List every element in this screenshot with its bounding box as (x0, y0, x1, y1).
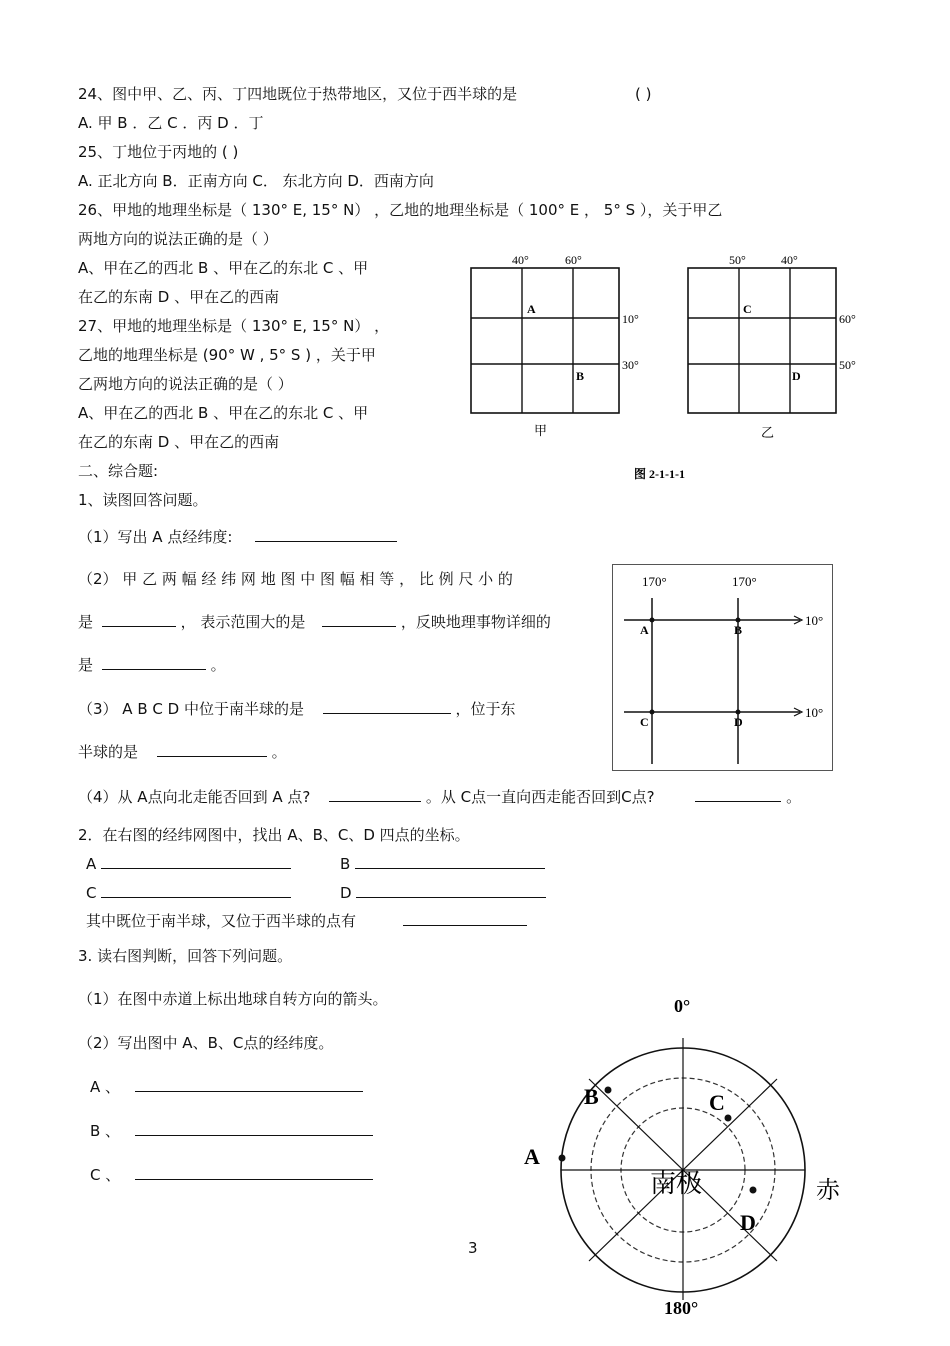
q25-options: A. 正北方向 B．正南方向 C． 东北方向 D．西南方向 (78, 172, 434, 190)
yi-label: 乙 (761, 425, 775, 440)
fig2-point-c: C (640, 715, 649, 729)
c2-blank-a[interactable] (101, 854, 291, 869)
figure-graticule-abcd (612, 564, 834, 772)
c1-part2-line3 (78, 655, 226, 675)
fig3-point-a: A (524, 1144, 540, 1169)
jia-top-tick-2: 60° (565, 253, 582, 267)
c1-title: 1、读图回答问题。 (78, 491, 208, 509)
c1-part3-text-a: （3） A B C D 中位于南半球的是 (78, 700, 304, 718)
c1-part2-line2 (78, 612, 551, 632)
c3-blank-b[interactable] (135, 1121, 373, 1136)
c3-label-c: C 、 (90, 1166, 121, 1184)
yi-point-c-label: C (743, 302, 752, 316)
c2-answer-c (86, 883, 291, 903)
fig2-point-d: D (734, 715, 743, 729)
figure-grid-jia-yi (468, 252, 868, 484)
c1-part1-text: （1）写出 A 点经纬度: (78, 528, 233, 546)
yi-point-d-label: D (792, 369, 801, 383)
c1-part2-text-d: 是 (78, 656, 94, 674)
c1-part4-text-a: （4）从 A点向北走能否回到 A 点? (78, 788, 311, 806)
fig3-equator-label: 赤 (816, 1178, 840, 1204)
c1-part2-text-b: ， 表示范围大的是 (180, 613, 306, 631)
q27-option-line1: A、甲在乙的西北 B 、甲在乙的东北 C 、甲 (78, 404, 369, 422)
c1-part4-blank-north[interactable] (329, 787, 421, 802)
c1-part2-blank-scale[interactable] (102, 612, 176, 627)
c2-blank-tail[interactable] (403, 911, 527, 926)
fig3-point-d: D (740, 1210, 756, 1235)
c3-answer-b (90, 1121, 373, 1141)
jia-point-b-label: B (576, 369, 585, 383)
fig2-top-tick-1: 170° (642, 574, 667, 589)
c3-answer-c (90, 1165, 373, 1185)
yi-top-tick-1: 50° (729, 253, 746, 267)
q27-line2: 乙地的地理坐标是 (90° W , 5° S ) ，关于甲 (78, 346, 376, 364)
c1-part2-line1: （2） 甲 乙 两 幅 经 纬 网 地 图 中 图 幅 相 等 ， 比 例 尺 小 的 (78, 570, 513, 588)
c1-part2-blank-range[interactable] (322, 612, 396, 627)
c1-part4-blank-west[interactable] (695, 787, 781, 802)
q27-line3: 乙两地方向的说法正确的是（ ） (78, 375, 293, 393)
q24-answer-paren: ( ) (635, 85, 652, 103)
c2-label-c: C (86, 884, 97, 902)
q26-line2: 两地方向的说法正确的是（ ） (78, 230, 278, 248)
c1-part2-text-a: 是 (78, 613, 94, 631)
c3-label-b: B 、 (90, 1122, 121, 1140)
fig2-point-b: B (734, 623, 743, 637)
yi-top-tick-2: 40° (781, 253, 798, 267)
grid-yi (688, 268, 836, 413)
c1-part3-blank-south[interactable] (323, 699, 451, 714)
c2-answer-a (86, 854, 291, 874)
jia-label: 甲 (534, 423, 548, 438)
c2-blank-b[interactable] (355, 854, 545, 869)
page-number: 3 (468, 1239, 478, 1257)
fig3-point-c: C (709, 1090, 725, 1115)
c1-part2-blank-detail[interactable] (102, 655, 206, 670)
q25-stem: 25、丁地位于丙地的 ( ) (78, 143, 239, 161)
fig3-point-b: B (584, 1084, 599, 1109)
fig2-top-tick-2: 170° (732, 574, 757, 589)
c2-label-b: B (340, 855, 351, 873)
figure-caption: 图 2-1-1-1 (634, 467, 685, 481)
c1-part1-answer-blank[interactable] (255, 527, 397, 542)
c3-label-a: A 、 (90, 1078, 121, 1096)
c2-blank-d[interactable] (356, 883, 546, 898)
jia-top-tick-1: 40° (512, 253, 529, 267)
q24-options: A. 甲 B ．乙 C ．丙 D ．丁 (78, 114, 264, 132)
jia-point-a-label: A (527, 302, 536, 316)
fig3-center-label: 南极 (650, 1169, 703, 1198)
c1-part3-line1 (78, 699, 516, 719)
fig2-side-tick-2: 10° (805, 705, 824, 720)
c3-blank-a[interactable] (135, 1077, 363, 1092)
fig3-label-0deg: 0° (674, 996, 691, 1016)
yi-side-tick-2: 50° (839, 358, 856, 372)
fig2-side-tick-1: 10° (805, 613, 824, 628)
jia-side-tick-1: 10° (622, 312, 639, 326)
c1-part3-text-b: ，位于东 (455, 700, 516, 718)
q26-option-line2: 在乙的东南 D 、甲在乙的西南 (78, 288, 280, 306)
c2-label-a: A (86, 855, 97, 873)
fig3-label-180deg: 180° (664, 1298, 699, 1318)
c3-answer-a (90, 1077, 363, 1097)
c3-part1: （1）在图中赤道上标出地球自转方向的箭头。 (78, 990, 388, 1008)
c2-label-d: D (340, 884, 352, 902)
c2-blank-c[interactable] (101, 883, 291, 898)
q26-option-line1: A、甲在乙的西北 B 、甲在乙的东北 C 、甲 (78, 259, 369, 277)
c1-part2-text-e: 。 (210, 656, 226, 674)
c1-part2-text-c: ，反映地理事物详细的 (400, 613, 551, 631)
c1-part3-text-c: 半球的是 (78, 743, 139, 761)
c2-answer-b (340, 854, 545, 874)
section-title-comprehensive: 二、综合题: (78, 462, 159, 480)
c3-blank-c[interactable] (135, 1165, 373, 1180)
c2-answer-d (340, 883, 546, 903)
grid-jia (471, 268, 619, 413)
c1-part3-text-d: 。 (271, 743, 287, 761)
figure-south-pole-diagram (518, 988, 848, 1318)
c2-tail-text: 其中既位于南半球，又位于西半球的点有 (86, 912, 357, 930)
c2-tail (86, 911, 527, 931)
c1-part3-line2 (78, 742, 287, 762)
c1-part3-blank-east[interactable] (157, 742, 267, 757)
q24-stem: 24、图中甲、乙、丙、丁四地既位于热带地区，又位于西半球的是 (78, 85, 518, 103)
yi-side-tick-1: 60° (839, 312, 856, 326)
c1-part4 (78, 787, 801, 807)
jia-side-tick-2: 30° (622, 358, 639, 372)
c2-title: 2．在右图的经纬网图中，找出 A、B、C、D 四点的坐标。 (78, 826, 470, 844)
c1-part4-text-b: 。从 C点一直向西走能否回到C点? (425, 788, 655, 806)
q27-option-line2: 在乙的东南 D 、甲在乙的西南 (78, 433, 280, 451)
c1-part4-text-c: 。 (786, 788, 802, 806)
c3-part2: （2）写出图中 A、B、C点的经纬度。 (78, 1034, 334, 1052)
c1-part1 (78, 527, 397, 547)
fig2-point-a: A (640, 623, 649, 637)
q26-line1: 26、甲地的地理坐标是（ 130° E, 15° N） ，乙地的地理坐标是（ 100° E ， 5° S ），关于甲乙 (78, 201, 723, 219)
c3-title: 3. 读右图判断，回答下列问题。 (78, 947, 293, 965)
q27-line1: 27、甲地的地理坐标是（ 130° E, 15° N） ， (78, 317, 390, 335)
